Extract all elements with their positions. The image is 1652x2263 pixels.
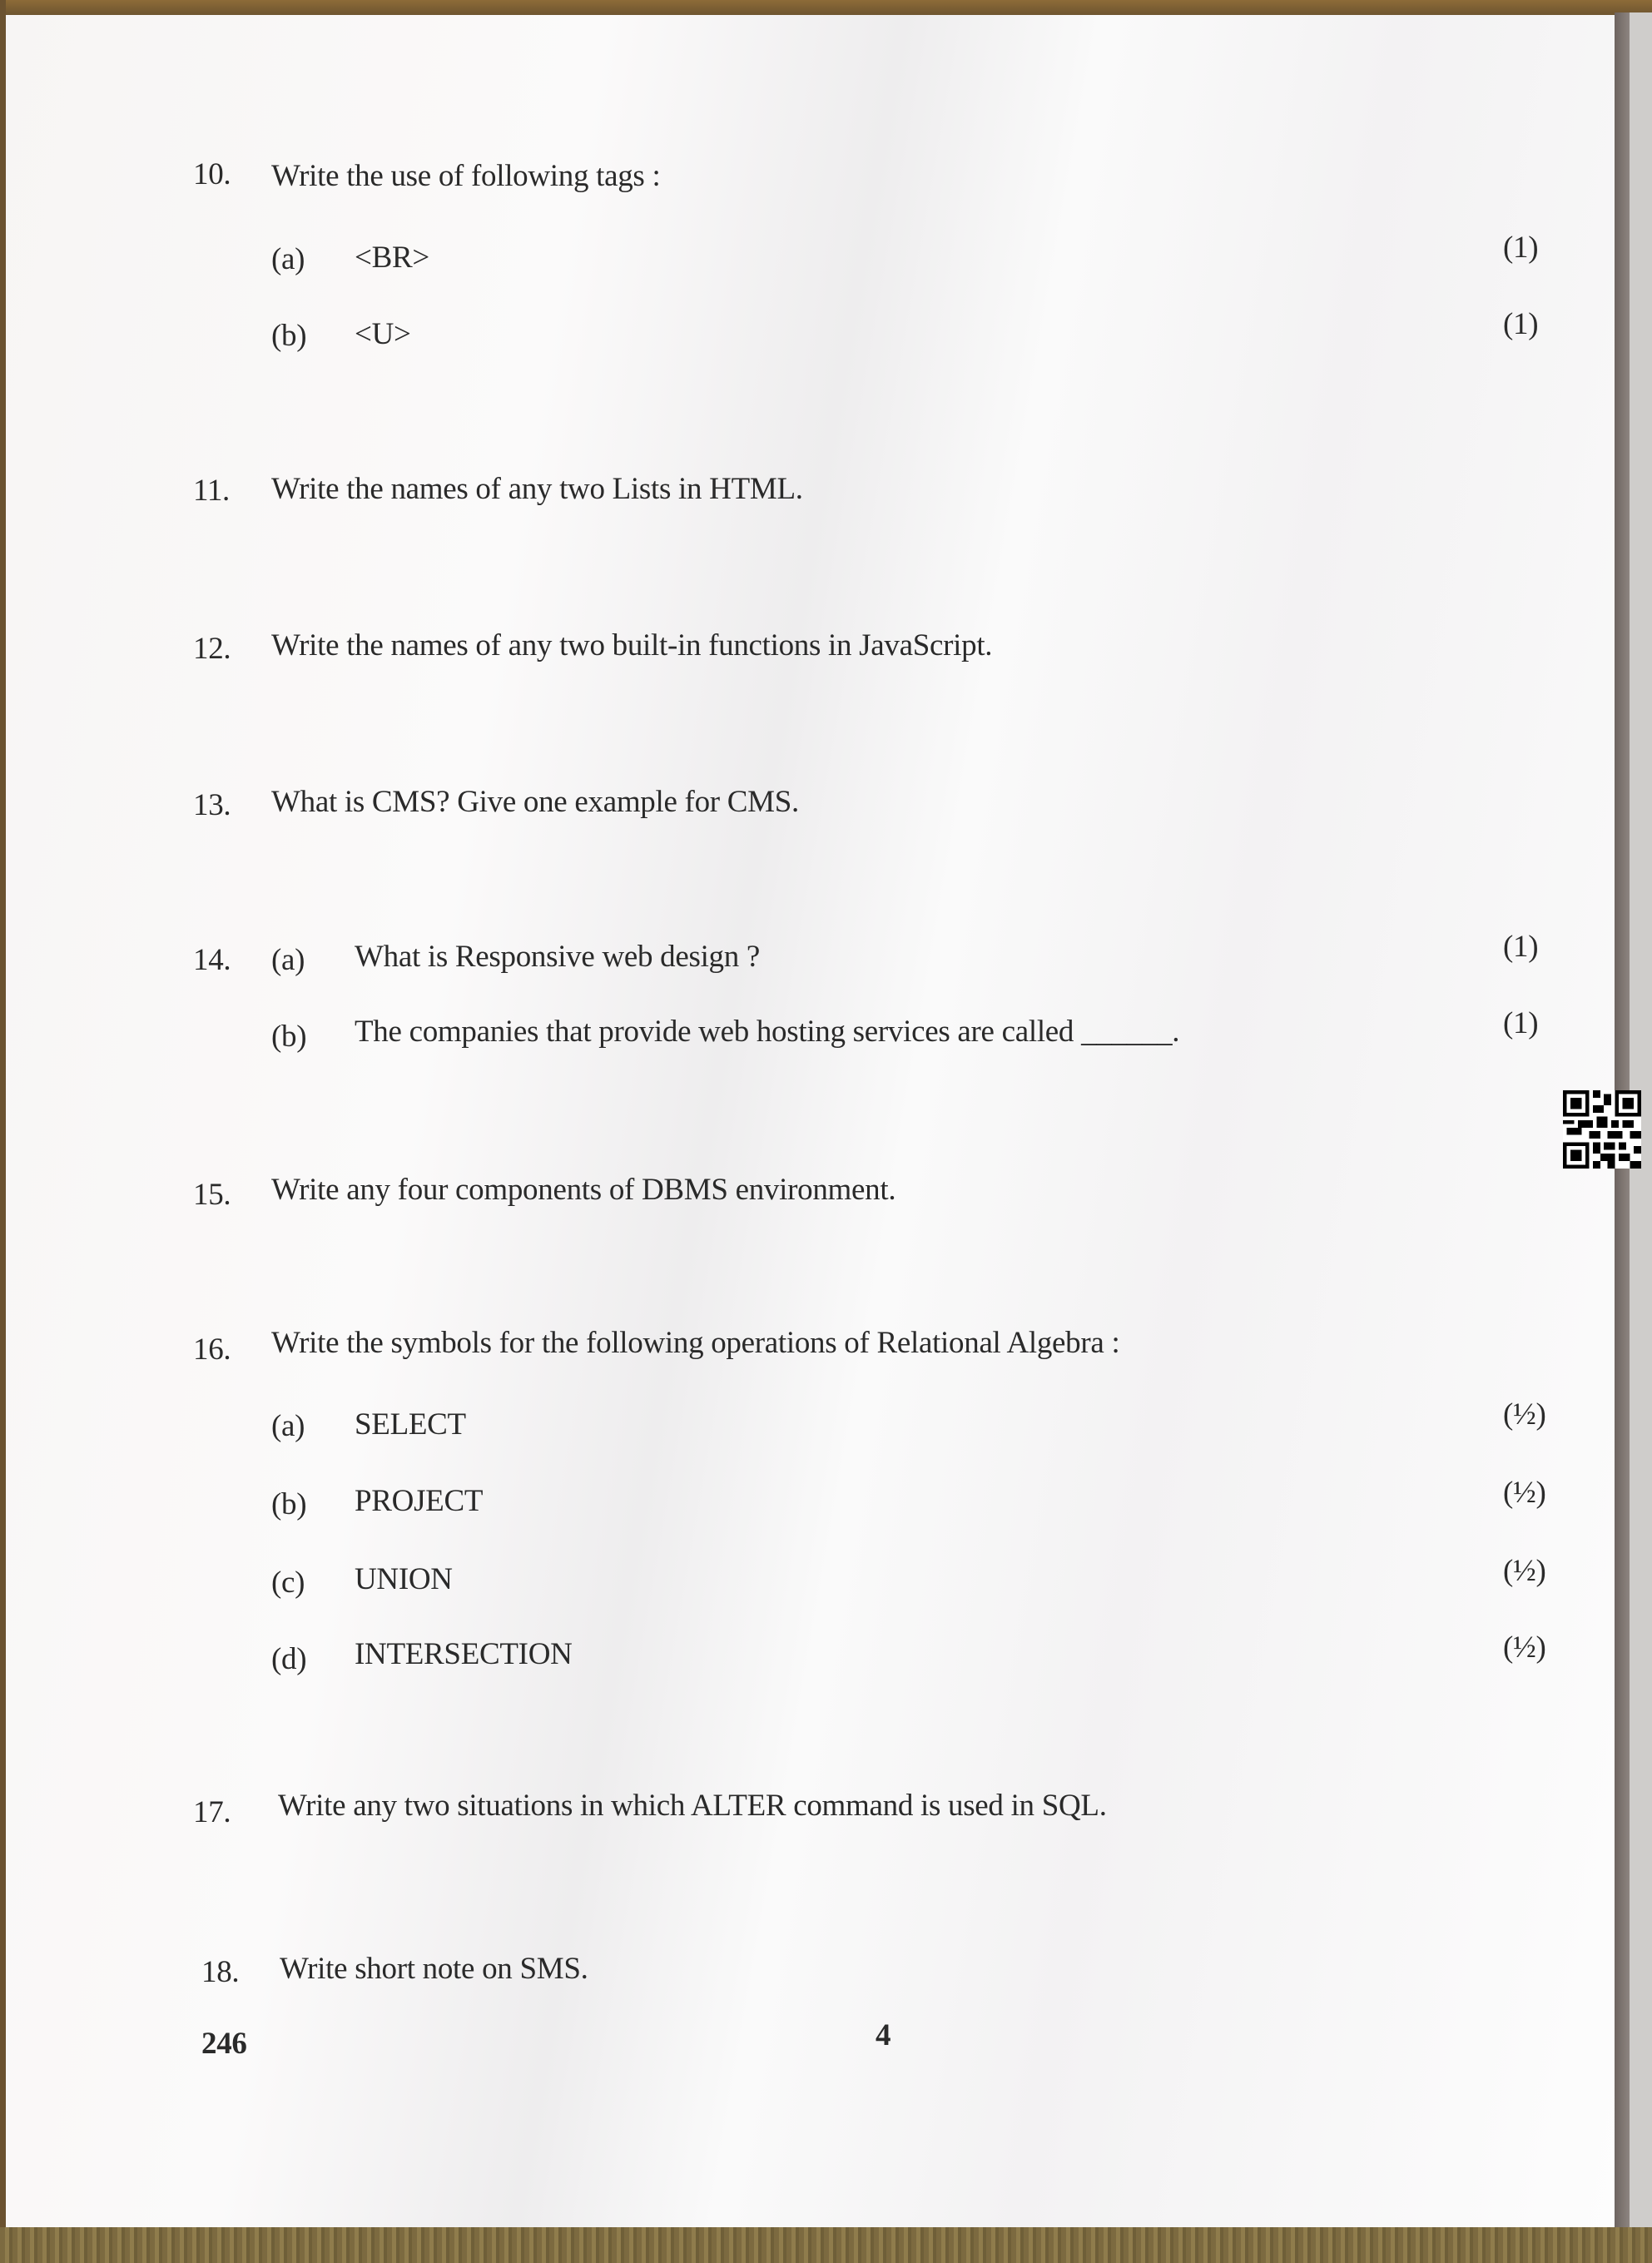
question-number: 15. — [193, 1178, 231, 1212]
question-number: 11. — [193, 474, 230, 508]
background-bottom-edge — [0, 2227, 1652, 2263]
marks: (½) — [1503, 1397, 1546, 1432]
part-text: The companies that provide web hosting services are called ______. — [355, 1015, 1180, 1049]
part-text: What is Responsive web design ? — [355, 940, 761, 974]
question-number: 16. — [193, 1332, 231, 1367]
question-text: Write the names of any two built-in functions in JavaScript. — [271, 628, 993, 663]
part-label: (c) — [271, 1566, 305, 1600]
marks: (1) — [1503, 930, 1539, 964]
question-number: 12. — [193, 632, 231, 666]
part-label: (d) — [271, 1642, 307, 1676]
question-text: Write short note on SMS. — [280, 1952, 588, 1986]
part-label: (a) — [271, 1409, 305, 1443]
question-number: 14. — [193, 943, 231, 977]
part-text: UNION — [355, 1562, 453, 1596]
part-label: (b) — [271, 1020, 307, 1054]
exam-page — [6, 15, 1615, 2227]
part-label: (b) — [271, 319, 307, 353]
part-text: <BR> — [355, 241, 429, 275]
question-text: Write any two situations in which ALTER command is used in SQL. — [278, 1789, 1107, 1823]
marks: (½) — [1503, 1554, 1546, 1588]
marks: (1) — [1503, 231, 1539, 265]
question-text: Write the names of any two Lists in HTML. — [271, 472, 803, 506]
question-number: 10. — [193, 157, 231, 191]
part-text: INTERSECTION — [355, 1637, 573, 1671]
question-text: Write the use of following tags : — [271, 159, 661, 193]
part-label: (b) — [271, 1487, 307, 1521]
part-label: (a) — [271, 943, 305, 977]
question-number: 13. — [193, 788, 231, 822]
question-number: 17. — [193, 1795, 231, 1829]
part-text: PROJECT — [355, 1484, 484, 1518]
marks: (1) — [1503, 1006, 1539, 1040]
question-number: 18. — [201, 1955, 240, 1989]
marks: (1) — [1503, 307, 1539, 341]
background-top-edge — [0, 0, 1652, 15]
part-text: <U> — [355, 317, 411, 351]
page-number: 4 — [876, 2018, 891, 2052]
marks: (½) — [1503, 1476, 1546, 1510]
question-text: Write any four components of DBMS environment. — [271, 1173, 896, 1207]
part-label: (a) — [271, 242, 305, 276]
part-text: SELECT — [355, 1407, 466, 1442]
question-text: What is CMS? Give one example for CMS. — [271, 785, 799, 819]
qr-code — [1563, 1090, 1641, 1169]
marks: (½) — [1503, 1630, 1546, 1665]
paper-code: 246 — [201, 2027, 247, 2061]
question-text: Write the symbols for the following operations of Relational Algebra : — [271, 1326, 1120, 1360]
background-left-edge — [0, 0, 6, 2263]
